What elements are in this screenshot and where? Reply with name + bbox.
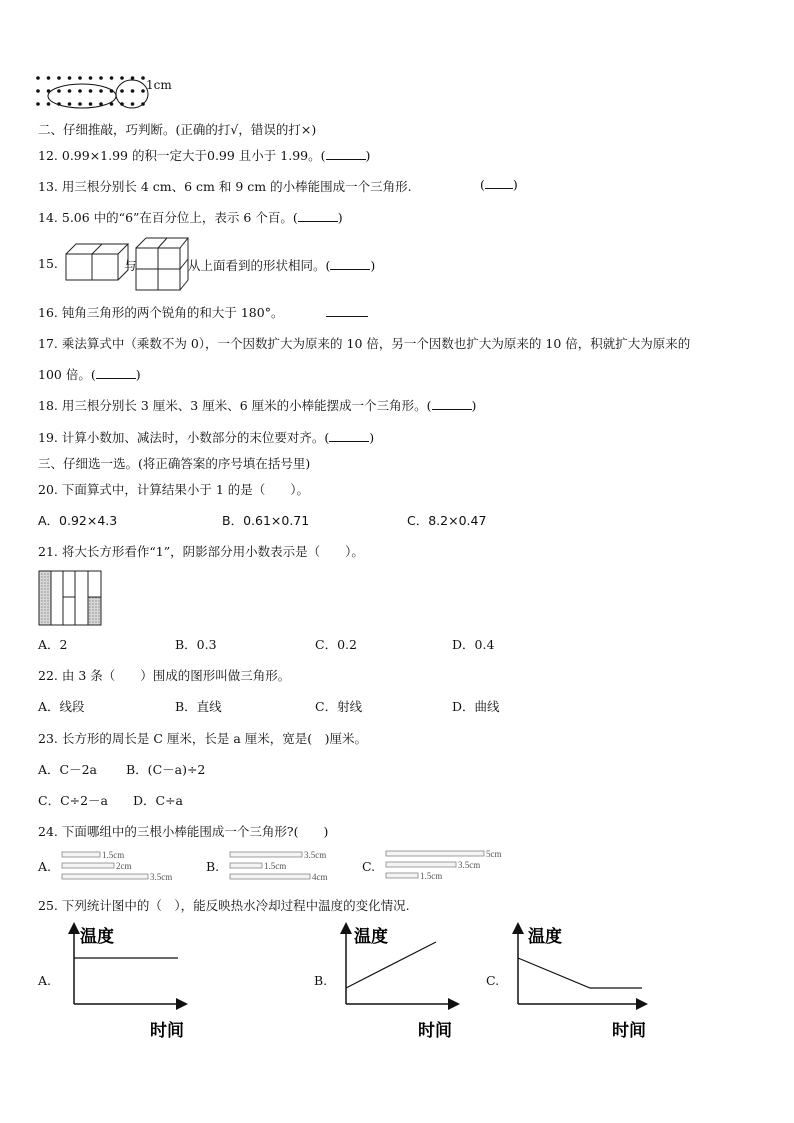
question-number: 17.: [38, 336, 58, 351]
cubes-figure-a: [64, 238, 126, 284]
option-a[interactable]: A．0.92×4.3: [38, 513, 118, 528]
stick-label: 5cm: [486, 849, 502, 859]
question-14: [38, 208, 343, 226]
sticks-option-c: [384, 848, 524, 880]
question-22: [38, 666, 290, 684]
x-axis-label: 时间: [612, 1021, 646, 1041]
grid-oval: [48, 84, 116, 108]
grid-dot: [131, 102, 135, 106]
option-a[interactable]: A．C－2a: [38, 762, 97, 777]
answer-blank[interactable]: [330, 269, 370, 270]
chart-b-label[interactable]: B.: [314, 973, 328, 988]
answer-paren-open: (: [480, 177, 485, 192]
answer-paren-close: ): [337, 210, 343, 225]
answer-blank[interactable]: [326, 159, 366, 160]
grid-dot: [68, 102, 72, 106]
x-axis-label: 时间: [150, 1021, 184, 1041]
option-a[interactable]: A．线段: [38, 699, 85, 714]
option-c[interactable]: C．8.2×0.47: [407, 513, 487, 528]
grid-dot: [47, 76, 51, 80]
sticks-option-a: [60, 850, 190, 882]
option-a-label[interactable]: A.: [38, 859, 52, 874]
answer-paren-close: ): [471, 398, 477, 413]
question-21: [38, 542, 364, 560]
question-text: 计算小数加、减法时，小数部分的末位要对齐。: [61, 430, 325, 445]
answer-paren-close: ): [512, 177, 518, 192]
grid-dot: [36, 76, 40, 80]
answer-paren-open: (: [324, 430, 330, 445]
answer-blank[interactable]: [432, 409, 472, 410]
question-20: [38, 480, 309, 498]
grid-dot: [36, 89, 40, 93]
grid-dot: [99, 76, 103, 80]
stick-label: 4cm: [312, 872, 328, 882]
answer-paren-close: ): [369, 430, 375, 445]
question-number: 24.: [38, 824, 58, 839]
question-text: 由 3 条（ ）围成的图形叫做三角形。: [61, 668, 291, 683]
grid-dot: [141, 89, 145, 93]
question-number: 12.: [38, 148, 58, 163]
option-c[interactable]: C．0.2: [315, 637, 357, 652]
grid-dot: [47, 102, 51, 106]
option-b-label[interactable]: B.: [206, 859, 220, 874]
stick-label: 2cm: [116, 861, 132, 871]
answer-blank[interactable]: [485, 188, 513, 189]
cubes-figure-b: [134, 236, 190, 292]
answer-blank[interactable]: [326, 316, 368, 317]
question-text: 将大长方形看作“1”，阴影部分用小数表示是（ ）。: [61, 544, 364, 559]
question-text: 长方形的周长是 C 厘米，长是 a 厘米，宽是( )厘米。: [61, 731, 368, 746]
grid-dot: [120, 76, 124, 80]
grid-dot: [78, 89, 82, 93]
option-a[interactable]: A．2: [38, 637, 68, 652]
answer-paren-open: (: [325, 258, 331, 273]
answer-paren-open: (: [320, 148, 326, 163]
grid-dot: [141, 76, 145, 80]
question-18: [38, 396, 476, 414]
temperature-chart-b: [330, 922, 470, 1042]
answer-paren-open: (: [292, 210, 298, 225]
question-19: [38, 428, 374, 446]
question-23: [38, 729, 367, 747]
question-text: 下列统计图中的（ ），能反映热水冷却过程中温度的变化情况.: [61, 898, 410, 913]
answer-paren-open: (: [426, 398, 432, 413]
option-c[interactable]: C．C÷2－a: [38, 793, 109, 808]
question-text: 用三根分别长 3 厘米、3 厘米、6 厘米的小棒能摆成一个三角形。: [61, 398, 427, 413]
question-text: 0.99×1.99 的积一定大于0.99 且小于 1.99。: [61, 148, 321, 163]
question-16: [38, 303, 283, 321]
answer-blank[interactable]: [329, 441, 369, 442]
answer-blank[interactable]: [96, 378, 136, 379]
question-25: [38, 896, 410, 914]
grid-dot: [89, 89, 93, 93]
temperature-chart-c: [502, 922, 652, 1042]
stick-label: 3.5cm: [304, 850, 327, 860]
question-number: 20.: [38, 482, 58, 497]
answer-blank[interactable]: [298, 221, 338, 222]
option-c[interactable]: C．射线: [315, 699, 363, 714]
question-text: 下面算式中，计算结果小于 1 的是（ ）。: [61, 482, 310, 497]
stick-label: 1.5cm: [420, 871, 443, 881]
y-axis-label: 温度: [80, 927, 114, 947]
question-15-text: 从上面看到的形状相同。( ): [188, 258, 376, 273]
stick-label: 3.5cm: [458, 860, 481, 870]
grid-dot: [78, 102, 82, 106]
question-15-mid: 与: [124, 258, 137, 273]
grid-dot: [68, 89, 72, 93]
option-b[interactable]: B．(C－a)÷2: [126, 762, 206, 777]
unit-label: 1cm: [146, 78, 172, 92]
question-text: 用三根分别长 4 cm、6 cm 和 9 cm 的小棒能围成一个三角形.: [61, 179, 412, 194]
grid-dot: [99, 89, 103, 93]
grid-dot: [78, 76, 82, 80]
rectangle-shading-figure: [38, 570, 102, 626]
stick-label: 3.5cm: [150, 872, 173, 882]
option-d[interactable]: D．C÷a: [133, 793, 184, 808]
answer-paren-open: (: [90, 367, 96, 382]
section-2-heading: 二、仔细推敲，巧判断。(正确的打√，错误的打×): [38, 122, 317, 137]
question-number: 16.: [38, 305, 58, 320]
question-number: 18.: [38, 398, 58, 413]
question-number: 19.: [38, 430, 58, 445]
option-b[interactable]: B．直线: [175, 699, 222, 714]
dot-grid: [34, 74, 154, 114]
option-c-label[interactable]: C.: [362, 859, 376, 874]
y-axis-label: 温度: [528, 927, 562, 947]
option-d[interactable]: D．0.4: [452, 637, 495, 652]
grid-dot: [57, 76, 61, 80]
sticks-option-b: [228, 850, 358, 882]
option-b[interactable]: B．0.61×0.71: [222, 513, 310, 528]
question-13-answer: [480, 177, 518, 192]
question-15-number: 15.: [38, 256, 58, 271]
question-text: 乘法算式中（乘数不为 0），一个因数扩大为原来的 10 倍，另一个因数也扩大为原来的 10 倍，积就扩大为原来的: [61, 336, 691, 351]
question-text: 5.06 中的“6”在百分位上，表示 6 个百。: [61, 210, 293, 225]
grid-dot: [131, 89, 135, 93]
question-17: [38, 334, 690, 352]
question-number: 25.: [38, 898, 58, 913]
grid-dot: [68, 76, 72, 80]
option-d[interactable]: D．曲线: [452, 699, 500, 714]
temperature-chart-a: [58, 922, 198, 1042]
question-13: [38, 177, 412, 195]
y-axis-label: 温度: [354, 927, 388, 947]
stick-label: 1.5cm: [102, 850, 125, 860]
answer-paren-close: ): [365, 148, 371, 163]
grid-dot: [89, 102, 93, 106]
stick-label: 1.5cm: [264, 861, 287, 871]
question-12: [38, 146, 370, 164]
option-b[interactable]: B．0.3: [175, 637, 217, 652]
chart-c-label[interactable]: C.: [486, 973, 500, 988]
question-number: 14.: [38, 210, 58, 225]
question-number: 22.: [38, 668, 58, 683]
grid-dot: [89, 76, 93, 80]
question-text: 钝角三角形的两个锐角的和大于 180°。: [61, 305, 284, 320]
x-axis-label: 时间: [418, 1021, 452, 1041]
grid-dot: [110, 76, 114, 80]
grid-dot: [57, 89, 61, 93]
question-number: 21.: [38, 544, 58, 559]
question-17-cont: 100 倍。( ): [38, 367, 141, 382]
chart-a-label[interactable]: A.: [38, 973, 52, 988]
grid-dot: [36, 102, 40, 106]
answer-paren-close: ): [370, 258, 376, 273]
section-3-heading: 三、仔细选一选。(将正确答案的序号填在括号里): [38, 456, 311, 471]
question-number: 13.: [38, 179, 58, 194]
question-24: [38, 822, 328, 840]
question-number: 23.: [38, 731, 58, 746]
grid-dot: [120, 89, 124, 93]
question-text: 下面哪组中的三根小棒能围成一个三角形?( ): [61, 824, 329, 839]
grid-dot: [131, 76, 135, 80]
answer-paren-close: ): [135, 367, 141, 382]
